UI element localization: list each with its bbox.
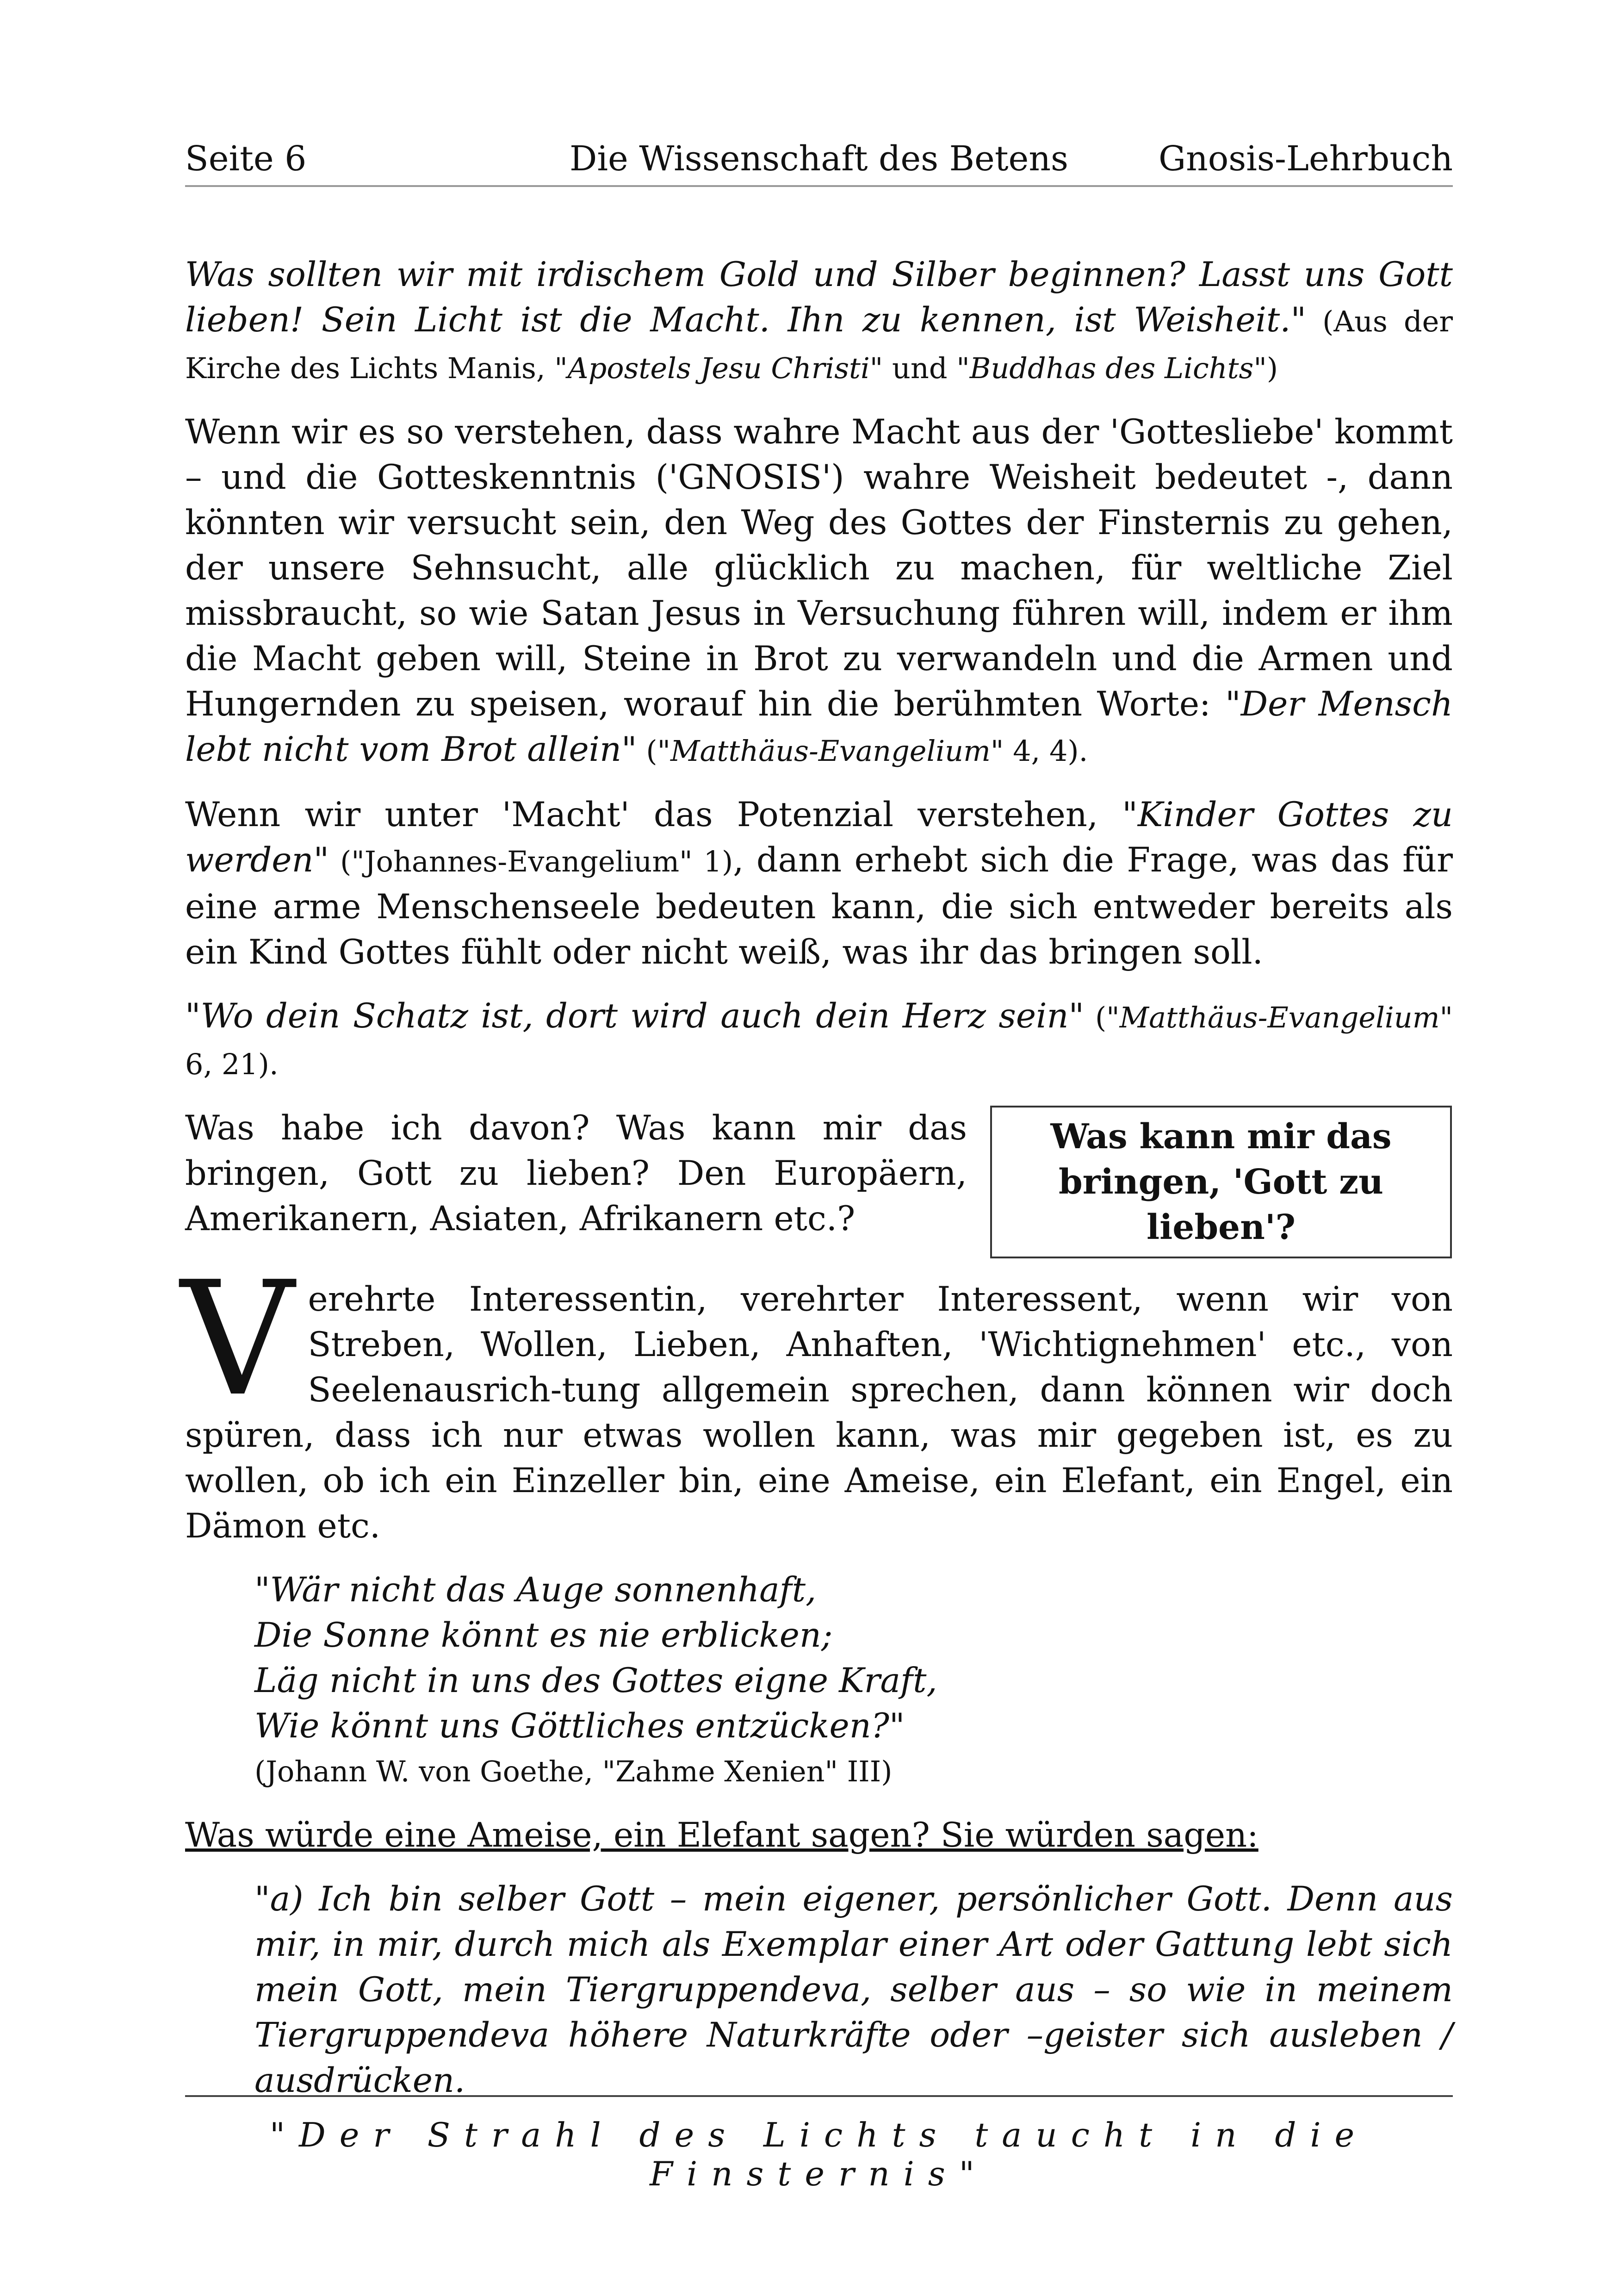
- citation: (: [1084, 1001, 1107, 1034]
- page-footer: "Der Strahl des Lichts taucht in die Finsternis": [185, 2095, 1453, 2193]
- bible-quote: "Der Mensch lebt nicht vom Brot allein": [185, 684, 1453, 769]
- drop-cap: V: [180, 1248, 294, 1431]
- citation-johannes: ("Johannes-Evangelium" 1): [329, 845, 733, 878]
- page-body: [180, 252, 1453, 2103]
- question-block: [185, 1106, 1453, 1247]
- verse-line: "Wär nicht das Auge sonnenhaft,: [254, 1570, 817, 1610]
- mani-quote: Was sollten wir mit irdischem Gold und Silber beginnen? Lasst uns Gott lieben! Sein Licht ist die Macht. Ihn zu kennen, ist Weisheit.": [185, 255, 1453, 340]
- citation-apostel: "Apostels Jesu Christi": [554, 351, 883, 385]
- paragraph-text: Wenn wir es so verstehen, dass wahre Macht aus der 'Gottesliebe' kommt – und die Gotteskenntnis ('GNOSIS') wahre Weisheit bedeutet -, dann könnten wir versucht sein, den Weg des Gottes der Finsternis zu gehen, der unsere Sehnsucht, alle glücklich zu machen, für weltliche Ziel missbraucht, so wie Satan Jesus in Versuchung führen will, indem er ihm die Macht geben will, Steine in Brot zu verwandeln und die Armen und Hungernden zu speisen, worauf hin die berühmten Worte:: [185, 412, 1453, 724]
- paragraph-text: erehrte Interessentin, verehrter Interessent, wenn wir von Streben, Wollen, Lieben, Anhaften, 'Wichtignehmen' etc., von Seelenausrich-tung allgemein sprechen, dann können wir doch spüren, dass ich nur etwas wollen kann, was mir gegeben ist, es zu wollen, ob ich ein Einzeller bin, eine Ameise, ein Elefant, ein Engel, ein Dämon etc.: [185, 1280, 1453, 1546]
- verse-citation: (Johann W. von Goethe, "Zahme Xenien" III): [254, 1755, 893, 1788]
- citation: und: [883, 351, 957, 385]
- page-header: [185, 134, 1453, 187]
- book-title: Gnosis-Lehrbuch: [1158, 139, 1453, 179]
- citation: (: [637, 734, 657, 768]
- citation: 6, 21).: [185, 1047, 279, 1081]
- citation-matthaeus: "Matthäus-Evangelium": [657, 734, 1004, 768]
- bible-quote: "Kinder Gottes zu werden": [185, 795, 1453, 880]
- paragraph-text: , dann erhebt sich die Frage, was das für eine arme Menschenseele bedeuten kann, die sich entweder bereits als ein Kind Gottes fühlt oder nicht weiß, was ihr das bringen soll.: [185, 840, 1453, 972]
- paragraph-kinder-gottes: [185, 792, 1453, 975]
- bible-quote: "Wo dein Schatz ist, dort wird auch dein Herz sein": [185, 996, 1085, 1036]
- page-number: Seite 6: [185, 139, 307, 179]
- citation: (Aus der Kirche des Lichts Manis,: [185, 305, 1453, 385]
- citation-buddha: "Buddhas des Lichts": [956, 351, 1267, 385]
- paragraph-was-habe-ich: Was habe ich davon? Was kann mir das bringen, Gott zu lieben? Den Europäern, Amerikanern, Asiaten, Afrikanern etc.?: [185, 1108, 967, 1238]
- verse-line: Wie könnt uns Göttliches entzücken?": [254, 1706, 905, 1746]
- paragraph-macht: [185, 410, 1453, 774]
- document-title: Die Wissenschaft des Betens: [570, 139, 1068, 179]
- citation-matthaeus: "Matthäus-Evangelium": [1106, 1001, 1453, 1034]
- question-heading: Was würde eine Ameise, ein Elefant sagen? Sie würden sagen:: [185, 1816, 1258, 1855]
- sidebar-callout-box: Was kann mir das bringen, 'Gott zu lieben'?: [990, 1106, 1452, 1258]
- answer-quote: "a) Ich bin selber Gott – mein eigener, persönlicher Gott. Denn aus mir, in mir, durch mich als Exemplar einer Art oder Gattung lebt sich mein Gott, mein Tiergruppendeva, selber aus – so wie in meinem Tiergruppendeva höhere Naturkräfte oder –geister sich ausleben / ausdrücken.: [254, 1879, 1453, 2100]
- paragraph-mani-quote: [185, 252, 1453, 391]
- goethe-verse: [254, 1568, 1453, 1794]
- citation: 4, 4).: [1004, 734, 1088, 768]
- paragraph-text: Wenn wir unter 'Macht' das Potenzial verstehen,: [185, 795, 1122, 834]
- paragraph-schatz: [185, 994, 1453, 1087]
- verse-line: Die Sonne könnt es nie erblicken;: [254, 1616, 833, 1655]
- verse-line: Läg nicht in uns des Gottes eigne Kraft,: [254, 1661, 937, 1700]
- citation: ): [1266, 351, 1278, 385]
- paragraph-verehrte: [180, 1248, 1453, 1549]
